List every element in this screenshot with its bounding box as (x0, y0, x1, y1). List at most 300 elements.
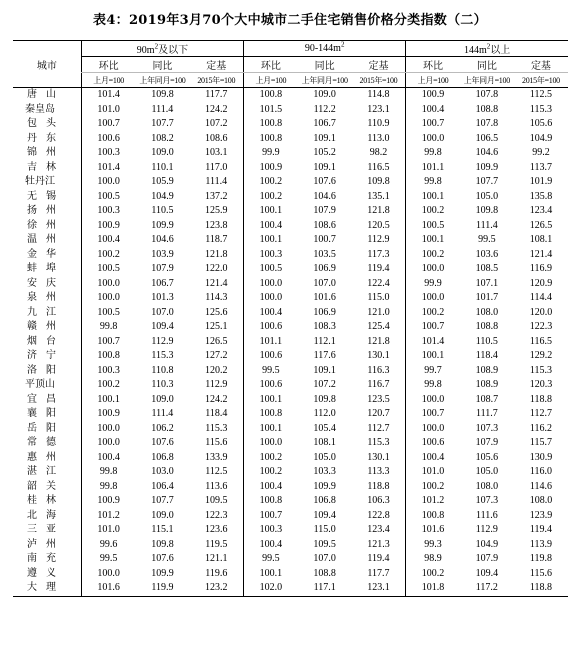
value-cell: 99.2 (532, 147, 550, 158)
value-cell: 115.3 (529, 364, 552, 376)
table-row (13, 451, 568, 466)
table-row (13, 277, 568, 292)
value-cell: 120.5 (367, 219, 390, 231)
subcol-header: 环比 (244, 57, 298, 73)
value-cell: 100.1 (406, 190, 460, 205)
value-cell: 129.2 (529, 350, 553, 361)
value-cell: 109.0 (151, 509, 174, 521)
value-cell: 113.3 (367, 466, 390, 477)
value-cell: 107.9 (475, 437, 499, 448)
value-cell: 100.9 (81, 494, 135, 509)
value-cell: 101.4 (406, 335, 460, 350)
city-cell: 三亚 (27, 524, 65, 535)
value-cell: 112.5 (529, 89, 552, 100)
city-cell: 牡丹江 (25, 176, 55, 187)
value-cell: 117.6 (313, 350, 336, 361)
city-cell: 金华 (27, 248, 65, 260)
value-cell: 118.4 (475, 350, 498, 361)
table-row (13, 291, 568, 306)
value-cell: 108.3 (313, 321, 336, 332)
value-cell: 99.9 (244, 146, 298, 161)
value-cell: 114.3 (205, 292, 228, 303)
base-header: 上年同月=100 (460, 73, 514, 88)
city-cell: 烟台 (27, 335, 65, 347)
value-cell: 100.0 (406, 393, 460, 408)
value-cell: 108.7 (475, 393, 499, 405)
value-cell: 100.2 (406, 248, 460, 263)
city-cell: 赣州 (27, 321, 65, 332)
value-cell: 108.8 (313, 567, 336, 579)
value-cell: 99.5 (81, 552, 135, 567)
table-row (13, 364, 568, 379)
value-cell: 100.8 (81, 349, 135, 364)
value-cell: 107.2 (205, 118, 228, 129)
value-cell: 120.2 (205, 364, 228, 376)
subcol-header: 同比 (298, 57, 352, 73)
value-cell: 121.1 (205, 553, 228, 564)
group-header-large: $144m^2$以上 (406, 41, 568, 57)
value-cell: 113.7 (529, 161, 552, 173)
value-cell: 125.4 (367, 321, 390, 332)
value-cell: 115.0 (367, 292, 390, 303)
value-cell: 111.4 (475, 219, 498, 231)
value-cell: 116.5 (367, 161, 390, 173)
value-cell: 122.8 (367, 509, 390, 521)
value-cell: 100.6 (81, 132, 135, 147)
value-cell: 110.1 (151, 161, 174, 173)
table-row (13, 523, 568, 538)
value-cell: 114.8 (367, 89, 390, 100)
city-cell: 北海 (27, 509, 65, 521)
value-cell: 111.6 (475, 509, 498, 521)
value-cell: 99.5 (244, 552, 298, 567)
value-cell: 100.7 (406, 117, 460, 132)
value-cell: 106.2 (151, 422, 174, 434)
value-cell: 100.0 (244, 436, 298, 451)
value-cell: 114.4 (529, 292, 552, 303)
value-cell: 100.5 (244, 262, 298, 277)
value-cell: 99.8 (81, 320, 135, 335)
value-cell: 100.4 (81, 451, 135, 466)
value-cell: 108.1 (313, 437, 336, 448)
city-cell: 韶关 (27, 480, 65, 492)
table-row (13, 436, 568, 451)
table-row (13, 567, 568, 582)
table-row (13, 262, 568, 277)
value-cell: 101.4 (81, 161, 135, 176)
value-cell: 107.7 (151, 495, 174, 506)
subcol-header: 同比 (135, 57, 189, 73)
base-header: 上月=100 (81, 73, 135, 88)
value-cell: 100.9 (244, 161, 298, 176)
value-cell: 116.7 (367, 379, 390, 390)
city-cell: 九江 (27, 306, 65, 318)
city-cell: 安庆 (27, 277, 65, 289)
value-cell: 105.0 (475, 190, 499, 202)
value-cell: 109.8 (475, 205, 499, 216)
value-cell: 108.8 (475, 321, 499, 332)
city-cell: 温州 (27, 234, 65, 245)
table-row (13, 494, 568, 509)
value-cell: 99.9 (406, 277, 460, 292)
value-cell: 117.1 (298, 581, 352, 596)
value-cell: 100.9 (406, 88, 460, 103)
value-cell: 100.9 (81, 219, 135, 234)
value-cell: 100.6 (406, 436, 460, 451)
value-cell: 100.5 (81, 306, 135, 321)
value-cell: 135.1 (367, 190, 390, 202)
value-cell: 100.4 (406, 451, 460, 466)
value-cell: 111.4 (205, 176, 228, 187)
value-cell: 100.1 (244, 204, 298, 219)
value-cell: 107.9 (313, 205, 336, 216)
value-cell: 123.6 (205, 524, 228, 535)
value-cell: 107.9 (151, 263, 174, 274)
value-cell: 109.4 (313, 509, 336, 521)
value-cell: 100.8 (244, 494, 298, 509)
value-cell: 100.7 (406, 320, 460, 335)
city-cell: 蚌埠 (27, 263, 65, 274)
table-row (13, 552, 568, 567)
value-cell: 109.5 (313, 538, 336, 550)
value-cell: 108.5 (475, 263, 499, 274)
value-cell: 123.1 (367, 103, 390, 115)
value-cell: 113.0 (367, 132, 390, 144)
value-cell: 109.1 (313, 132, 336, 144)
table-row (13, 306, 568, 321)
value-cell: 100.3 (244, 523, 298, 538)
value-cell: 100.6 (244, 349, 298, 364)
city-cell: 惠州 (27, 451, 65, 463)
table-row (13, 378, 568, 393)
value-cell: 99.6 (81, 538, 135, 553)
value-cell: 99.8 (406, 146, 460, 161)
city-cell: 平顶山 (25, 379, 55, 390)
city-cell: 唐山 (27, 89, 65, 100)
value-cell: 126.5 (205, 335, 228, 347)
value-cell: 100.3 (81, 364, 135, 379)
value-cell: 100.3 (81, 204, 135, 219)
city-cell: 大理 (13, 581, 81, 596)
value-cell: 116.3 (367, 364, 390, 376)
value-cell: 117.3 (367, 248, 390, 260)
value-cell: 104.6 (475, 147, 499, 158)
value-cell: 107.0 (313, 553, 336, 564)
value-cell: 109.1 (313, 161, 336, 173)
table-row (13, 407, 568, 422)
value-cell: 108.0 (475, 480, 499, 492)
value-cell: 118.8 (529, 393, 552, 405)
value-cell: 107.6 (151, 553, 174, 564)
value-cell: 99.8 (81, 480, 135, 495)
group-header-medium: $90-144m^2$ (244, 41, 406, 57)
value-cell: 105.6 (475, 451, 499, 463)
value-cell: 116.0 (529, 466, 552, 477)
value-cell: 121.8 (367, 335, 390, 347)
value-cell: 122.3 (529, 321, 553, 332)
value-cell: 108.0 (529, 495, 553, 506)
value-cell: 124.2 (205, 393, 228, 405)
table-row (13, 175, 568, 190)
base-header: 上月=100 (244, 73, 298, 88)
base-header: 上年同月=100 (135, 73, 189, 88)
value-cell: 106.7 (151, 277, 174, 289)
value-cell: 125.1 (205, 321, 228, 332)
value-cell: 121.4 (205, 277, 228, 289)
value-cell: 108.6 (313, 219, 336, 231)
value-cell: 118.8 (514, 581, 568, 596)
table-row (13, 465, 568, 480)
city-cell: 吉林 (27, 161, 65, 173)
city-cell: 遵义 (27, 567, 65, 579)
value-cell: 137.2 (205, 190, 228, 202)
value-cell: 116.9 (529, 263, 552, 274)
city-cell: 锦州 (27, 147, 65, 158)
value-cell: 101.6 (406, 523, 460, 538)
value-cell: 105.0 (313, 451, 336, 463)
base-header: 2015年=100 (514, 73, 568, 88)
value-cell: 101.7 (475, 292, 499, 303)
value-cell: 100.3 (81, 146, 135, 161)
value-cell: 108.6 (205, 132, 228, 144)
value-cell: 100.0 (406, 132, 460, 147)
value-cell: 105.0 (475, 466, 499, 477)
value-cell: 107.1 (475, 277, 499, 289)
value-cell: 115.3 (367, 437, 390, 448)
value-cell: 100.0 (81, 277, 135, 292)
subcol-header: 定基 (189, 57, 243, 73)
value-cell: 117.7 (367, 567, 390, 579)
value-cell: 109.4 (475, 567, 499, 579)
value-cell: 121.8 (205, 248, 228, 260)
value-cell: 104.9 (475, 538, 499, 550)
value-cell: 101.0 (406, 465, 460, 480)
city-cell: 包头 (27, 118, 65, 129)
value-cell: 115.7 (529, 437, 552, 448)
value-cell: 109.0 (313, 89, 336, 100)
value-cell: 108.9 (475, 364, 499, 376)
value-cell: 109.0 (151, 393, 174, 405)
value-cell: 113.6 (205, 480, 228, 492)
value-cell: 107.8 (475, 89, 499, 100)
value-cell: 119.4 (367, 553, 390, 564)
value-cell: 103.6 (475, 248, 499, 260)
value-cell: 122.4 (367, 277, 390, 289)
value-cell: 123.4 (367, 524, 390, 535)
city-cell: 秦皇岛 (25, 103, 55, 115)
value-cell: 99.5 (244, 364, 298, 379)
value-cell: 100.2 (406, 480, 460, 495)
value-cell: 101.6 (313, 292, 336, 303)
table-row (13, 349, 568, 364)
value-cell: 105.2 (313, 147, 336, 158)
value-cell: 112.7 (529, 408, 552, 419)
value-cell: 122.0 (205, 263, 228, 274)
value-cell: 109.9 (151, 219, 174, 231)
value-cell: 110.3 (151, 379, 174, 390)
value-cell: 101.6 (81, 581, 135, 596)
value-cell: 109.8 (367, 176, 390, 187)
table-row (13, 509, 568, 524)
value-cell: 106.7 (313, 118, 336, 129)
value-cell: 106.3 (367, 495, 390, 506)
value-cell: 108.0 (475, 306, 499, 318)
city-cell: 丹东 (27, 132, 65, 144)
value-cell: 100.0 (244, 291, 298, 306)
value-cell: 100.1 (406, 233, 460, 248)
value-cell: 98.2 (369, 147, 388, 158)
subcol-header: 定基 (514, 57, 568, 73)
value-cell: 123.2 (189, 581, 243, 596)
value-cell: 100.8 (244, 132, 298, 147)
value-cell: 100.0 (81, 567, 135, 582)
value-cell: 100.1 (244, 233, 298, 248)
value-cell: 115.6 (529, 567, 552, 579)
city-cell: 桂林 (27, 495, 65, 506)
value-cell: 109.9 (151, 567, 174, 579)
value-cell: 107.2 (313, 379, 336, 390)
value-cell: 115.3 (151, 350, 174, 361)
value-cell: 130.1 (367, 350, 390, 361)
value-cell: 101.3 (151, 292, 174, 303)
value-cell: 111.4 (151, 103, 174, 115)
value-cell: 101.0 (81, 103, 135, 118)
city-cell: 宜昌 (27, 393, 65, 405)
value-cell: 109.9 (475, 161, 499, 173)
value-cell: 123.8 (205, 219, 228, 231)
value-cell: 121.8 (367, 205, 390, 216)
table-row (13, 204, 568, 219)
city-cell: 泉州 (27, 292, 65, 303)
value-cell: 101.4 (81, 88, 135, 103)
value-cell: 106.8 (313, 495, 336, 506)
value-cell: 100.7 (81, 117, 135, 132)
value-cell: 100.3 (244, 248, 298, 263)
table-row (13, 233, 568, 248)
value-cell: 100.4 (244, 306, 298, 321)
value-cell: 109.8 (151, 538, 174, 550)
value-cell: 112.1 (313, 335, 336, 347)
value-cell: 107.7 (475, 176, 499, 187)
value-cell: 99.7 (406, 364, 460, 379)
value-cell: 106.9 (313, 263, 336, 274)
table-row (13, 103, 568, 118)
value-cell: 105.9 (151, 176, 174, 187)
value-cell: 107.0 (313, 277, 336, 289)
table-row (13, 146, 568, 161)
value-cell: 107.9 (475, 553, 499, 564)
value-cell: 100.8 (406, 509, 460, 524)
table-row (13, 161, 568, 176)
value-cell: 119.5 (205, 538, 228, 550)
value-cell: 99.8 (406, 378, 460, 393)
subcol-header: 环比 (406, 57, 460, 73)
table-row (13, 219, 568, 234)
value-cell: 100.0 (81, 436, 135, 451)
value-cell: 100.0 (406, 262, 460, 277)
value-cell: 100.4 (81, 233, 135, 248)
value-cell: 107.7 (151, 118, 174, 129)
value-cell: 112.9 (367, 234, 390, 245)
value-cell: 101.2 (406, 494, 460, 509)
value-cell: 119.4 (529, 524, 552, 535)
value-cell: 109.5 (205, 495, 228, 506)
value-cell: 106.8 (151, 451, 174, 463)
base-header: 2015年=100 (189, 73, 243, 88)
value-cell: 100.2 (244, 175, 298, 190)
value-cell: 107.3 (475, 422, 499, 434)
base-header: 上年同月=100 (298, 73, 352, 88)
value-cell: 112.9 (151, 335, 174, 347)
table-row (13, 248, 568, 263)
value-cell: 117.0 (205, 161, 228, 173)
value-cell: 117.2 (460, 581, 514, 596)
table-row (13, 117, 568, 132)
value-cell: 112.9 (475, 524, 498, 535)
value-cell: 118.8 (367, 480, 390, 492)
city-cell: 湛江 (27, 466, 65, 477)
value-cell: 100.1 (81, 393, 135, 408)
value-cell: 116.2 (529, 422, 552, 434)
value-cell: 112.5 (205, 466, 228, 477)
value-cell: 109.1 (313, 364, 336, 376)
value-cell: 133.9 (205, 451, 228, 463)
value-cell: 107.6 (313, 176, 336, 187)
value-cell: 108.2 (151, 132, 174, 144)
value-cell: 110.9 (367, 118, 390, 129)
value-cell: 123.4 (529, 205, 553, 216)
value-cell: 110.5 (475, 335, 498, 347)
value-cell: 99.5 (478, 234, 496, 245)
value-cell: 104.6 (151, 234, 174, 245)
value-cell: 111.7 (475, 408, 498, 419)
value-cell: 113.9 (529, 538, 552, 550)
value-cell: 99.8 (81, 465, 135, 480)
value-cell: 101.1 (406, 161, 460, 176)
value-cell: 130.1 (367, 451, 390, 463)
value-cell: 100.0 (244, 277, 298, 292)
value-cell: 105.4 (313, 422, 336, 434)
table-row (13, 320, 568, 335)
value-cell: 127.2 (205, 350, 228, 361)
value-cell: 100.1 (244, 393, 298, 408)
city-cell: 扬州 (27, 205, 65, 216)
value-cell: 103.1 (205, 147, 228, 158)
table-row (13, 88, 568, 103)
value-cell: 100.7 (406, 407, 460, 422)
base-header: 上月=100 (406, 73, 460, 88)
value-cell: 114.6 (529, 480, 552, 492)
value-cell: 112.7 (367, 422, 390, 434)
value-cell: 100.5 (81, 190, 135, 205)
value-cell: 100.7 (313, 234, 336, 245)
value-cell: 100.7 (244, 509, 298, 524)
value-cell: 116.5 (529, 335, 552, 347)
value-cell: 124.2 (205, 103, 228, 115)
value-cell: 102.0 (244, 581, 298, 596)
value-cell: 125.6 (205, 306, 228, 318)
value-cell: 111.4 (151, 408, 174, 419)
value-cell: 101.2 (81, 509, 135, 524)
value-cell: 100.4 (406, 103, 460, 118)
value-cell: 103.3 (313, 466, 336, 477)
city-cell: 南充 (27, 553, 65, 564)
value-cell: 100.4 (244, 538, 298, 553)
city-cell: 泸州 (27, 538, 65, 550)
value-cell: 109.9 (313, 480, 336, 492)
table-row (13, 393, 568, 408)
value-cell: 122.3 (205, 509, 228, 521)
